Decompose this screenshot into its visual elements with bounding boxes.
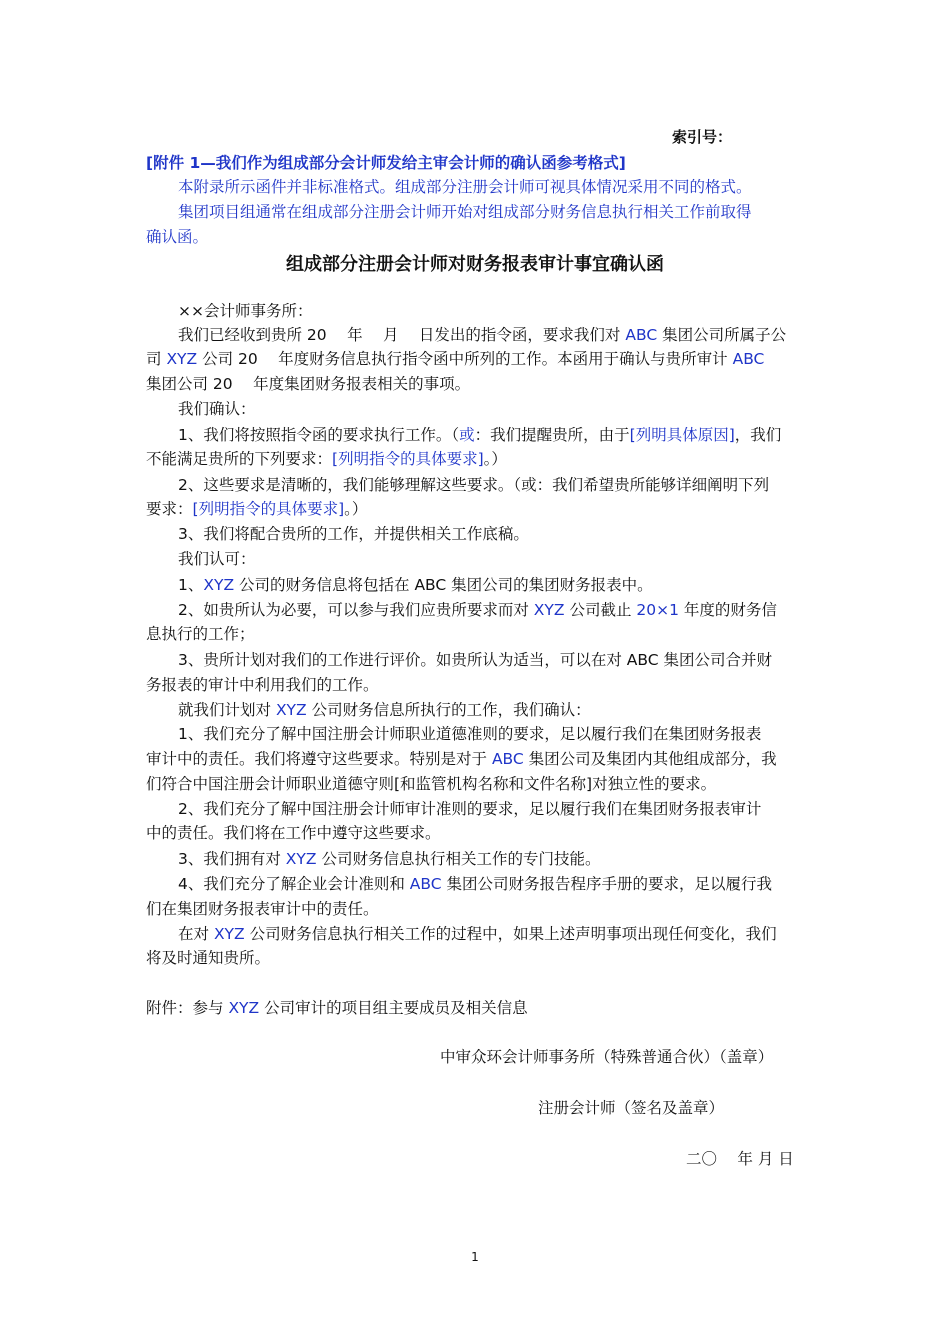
body-text: 。） — [483, 450, 507, 468]
body-text: 就我们计划对 — [178, 701, 276, 719]
body-line — [0, 424, 950, 446]
body-line — [0, 649, 950, 671]
body-text: 年度的财务信 — [678, 601, 777, 619]
body-line — [0, 474, 950, 496]
body-text: 二〇 年 月 日 — [686, 1150, 794, 1168]
body-line — [0, 523, 950, 545]
body-text: 中的责任。我们将在工作中遵守这些要求。 — [146, 824, 441, 842]
body-line — [0, 300, 950, 322]
body-text: 我们认可： — [178, 550, 256, 568]
body-line — [0, 448, 950, 470]
body-line — [0, 599, 950, 621]
highlighted-text: XYZ — [166, 350, 198, 368]
body-text: 公司审计的项目组主要成员及相关信息 — [259, 999, 528, 1017]
page-number: 1 — [471, 1250, 479, 1264]
body-text: ：我们提醒贵所，由于 — [474, 426, 630, 444]
letter-title: 组成部分注册会计师对财务报表审计事宜确认函 — [286, 254, 664, 275]
body-text: 。） — [344, 500, 368, 518]
highlighted-text: [列明具体原因] — [629, 426, 735, 444]
body-line — [0, 748, 950, 770]
body-line — [0, 997, 950, 1019]
body-text: 司 — [146, 350, 167, 368]
body-text: 将及时通知贵所。 — [146, 949, 271, 967]
body-text: 们符合中国注册会计师职业道德守则[和监管机构名称和文件名称]对独立性的要求。 — [146, 775, 717, 793]
body-line — [0, 699, 950, 721]
body-line — [0, 798, 950, 820]
body-text: 附件：参与 — [146, 999, 229, 1017]
highlighted-text: XYZ — [203, 576, 235, 594]
body-text: ××会计师事务所： — [178, 302, 313, 320]
body-line — [0, 1097, 950, 1119]
body-line — [0, 548, 950, 570]
body-line — [0, 498, 950, 520]
highlighted-text: 或 — [459, 426, 475, 444]
highlighted-text: XYZ — [228, 999, 260, 1017]
body-text: 集团公司财务报告程序手册的要求，足以履行我 — [441, 875, 773, 893]
body-text: 公司截止 — [564, 601, 637, 619]
intro-line-1: 本附录所示函件并非标准格式。组成部分注册会计师可视具体情况采用不同的格式。 — [178, 178, 752, 196]
body-text: 2、我们充分了解中国注册会计师审计准则的要求，足以履行我们在集团财务报表审计 — [178, 800, 762, 818]
body-text: 3、我们将配合贵所的工作，并提供相关工作底稿。 — [178, 525, 529, 543]
body-text: 们在集团财务报表审计中的责任。 — [146, 900, 379, 918]
body-text: 务报表的审计中利用我们的工作。 — [146, 676, 379, 694]
body-line — [0, 822, 950, 844]
highlighted-text: ABC — [409, 875, 442, 893]
body-line — [0, 873, 950, 895]
body-text: 1、我们将按照指令函的要求执行工作。（ — [178, 426, 460, 444]
body-text: 公司财务信息所执行的工作，我们确认： — [306, 701, 591, 719]
body-line — [0, 324, 950, 346]
body-text: 公司的财务信息将包括在 ABC 集团公司的集团财务报表中。 — [234, 576, 653, 594]
body-line — [0, 898, 950, 920]
body-text: 公司 20 年度财务信息执行指令函中所列的工作。本函用于确认与贵所审计 — [197, 350, 733, 368]
body-text: 2、如贵所认为必要，可以参与我们应贵所要求而对 — [178, 601, 534, 619]
body-text: ，我们 — [734, 426, 782, 444]
body-line — [0, 773, 950, 795]
intro-line-2: 集团项目组通常在组成部分注册会计师开始对组成部分财务信息执行相关工作前取得 — [178, 203, 752, 221]
body-text: 我们已经收到贵所 20 年 月 日发出的指令函，要求我们对 — [178, 326, 626, 344]
body-text: 3、贵所计划对我们的工作进行评价。如贵所认为适当，可以在对 ABC 集团公司合并财 — [178, 651, 773, 669]
body-line — [0, 574, 950, 596]
body-line — [0, 348, 950, 370]
body-text: 息执行的工作； — [146, 625, 255, 643]
body-text: 我们确认： — [178, 400, 256, 418]
body-line — [0, 1148, 950, 1170]
body-text: 中审众环会计师事务所（特殊普通合伙）（盖章） — [440, 1048, 774, 1066]
body-text: 公司财务信息执行相关工作的专门技能。 — [316, 850, 601, 868]
body-text: 要求： — [146, 500, 193, 518]
body-text: 1、 — [178, 576, 204, 594]
body-text: 公司财务信息执行相关工作的过程中，如果上述声明事项出现任何变化，我们 — [244, 925, 777, 943]
highlighted-text: ABC — [491, 750, 524, 768]
body-text: 审计中的责任。我们将遵守这些要求。特别是对于 — [146, 750, 492, 768]
body-line — [0, 623, 950, 645]
body-text: 4、我们充分了解企业会计准则和 — [178, 875, 410, 893]
body-text: 集团公司所属子公 — [657, 326, 787, 344]
highlighted-text: ABC — [625, 326, 658, 344]
body-text: 2、这些要求是清晰的，我们能够理解这些要求。（或：我们希望贵所能够详细阐明下列 — [178, 476, 770, 494]
body-text: 集团公司 20 年度集团财务报表相关的事项。 — [146, 375, 471, 393]
body-line — [0, 947, 950, 969]
body-line — [0, 373, 950, 395]
highlighted-text: XYZ — [213, 925, 245, 943]
intro-line-3: 确认函。 — [146, 228, 209, 246]
body-text: 3、我们拥有对 — [178, 850, 286, 868]
body-line — [0, 723, 950, 745]
body-text: 在对 — [178, 925, 214, 943]
highlighted-text: 20×1 — [636, 601, 679, 619]
body-line — [0, 398, 950, 420]
highlighted-text: [列明指令的具体要求] — [332, 450, 484, 468]
highlighted-text: XYZ — [285, 850, 317, 868]
highlighted-text: XYZ — [275, 701, 307, 719]
body-text: 1、我们充分了解中国注册会计师职业道德准则的要求，足以履行我们在集团财务报表 — [178, 725, 762, 743]
body-text: 集团公司及集团内其他组成部分，我 — [523, 750, 777, 768]
highlighted-text: XYZ — [533, 601, 565, 619]
body-line — [0, 1046, 950, 1068]
body-line — [0, 674, 950, 696]
highlighted-text: ABC — [732, 350, 765, 368]
index-number-label: 索引号： — [672, 128, 733, 146]
appendix-header: [附件 1—我们作为组成部分会计师发给主审会计师的确认函参考格式] — [146, 154, 626, 172]
body-text: 注册会计师（签名及盖章） — [538, 1099, 725, 1117]
body-line — [0, 848, 950, 870]
body-text: 不能满足贵所的下列要求： — [146, 450, 333, 468]
body-line — [0, 923, 950, 945]
highlighted-text: [列明指令的具体要求] — [192, 500, 345, 518]
